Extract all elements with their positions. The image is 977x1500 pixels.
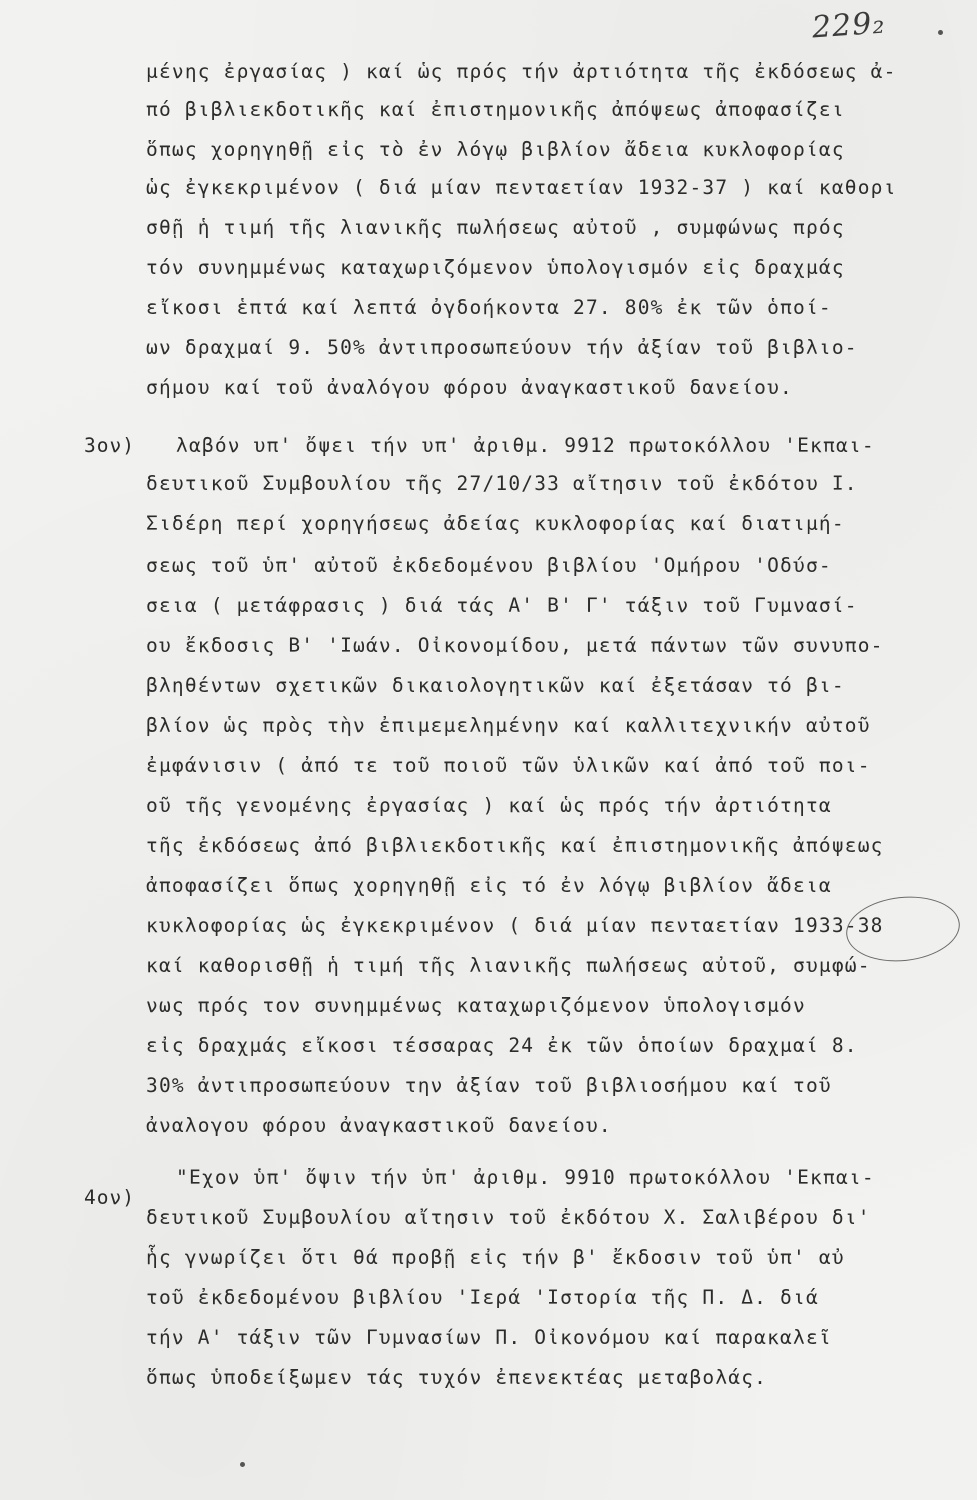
text-line-30: ἧς γνωρίζει ὅτι θά προβῇ εἰς τήν β' ἔκδοσιν τοῦ ὑπ' αὐ [146, 1246, 845, 1269]
text-line-13: σεως τοῦ ὑπ' αὐτοῦ ἐκδεδομένου βιβλίου 'Ομήρου 'Οδύσ- [146, 554, 832, 577]
text-line-6: τόν συνημμένως καταχωριζόμενον ὑπολογισμόν εἰς δραχμάς [146, 256, 845, 279]
section-number-4: 4ον) [84, 1186, 135, 1209]
text-line-26: 30% ἀντιπροσωπεύουν την ἀξίαν τοῦ βιβλιοσήμου καί τοῦ [146, 1074, 832, 1097]
text-line-21: ἀποφασίζει ὅπως χορηγηθῇ εἰς τό ἐν λόγῳ βιβλίον ἄδεια [146, 874, 832, 897]
text-line-12: Σιδέρη περί χορηγήσεως ἀδείας κυκλοφορίας καί διατιμή- [146, 512, 845, 535]
text-line-24: νως πρός τον συνημμένως καταχωριζόμενον ὑπολογισμόν [146, 994, 806, 1017]
text-line-15: ου ἔκδοσις Β' 'Ιωάν. Οἰκονομίδου, μετά πάντων τῶν συνυπο- [146, 634, 884, 657]
text-line-4: ὡς ἐγκεκριμένον ( διά μίαν πενταετίαν 1932-37 ) καί καθορι [146, 176, 897, 199]
text-line-28: "Εχον ὑπ' ὄψιν τήν ὑπ' ἀριθμ. 9910 πρωτοκόλλου 'Εκπαι- [176, 1166, 875, 1189]
text-line-27: ἀναλογου φόρου ἀναγκαστικοῦ δανείου. [146, 1114, 612, 1137]
text-line-18: ἐμφάνισιν ( ἀπό τε τοῦ ποιοῦ τῶν ὑλικῶν καί ἀπό τοῦ ποι- [146, 754, 871, 777]
text-line-25: εἰς δραχμάς εἴκοσι τέσσαρας 24 ἐκ τῶν ὁποίων δραχμαί 8. [146, 1034, 858, 1057]
text-line-29: δευτικοῦ Συμβουλίου αἴτησιν τοῦ ἐκδότου Χ. Σαλιβέρου δι' [146, 1206, 871, 1229]
text-line-2: πό βιβλιεκδοτικῆς καί ἐπιστημονικῆς ἀπόψεως ἀποφασίζει [146, 98, 845, 121]
text-line-17: βλίον ὡς πρὸς τὴν ἐπιμεμελημένην καί καλλιτεχνικήν αὐτοῦ [146, 714, 871, 737]
text-line-11: δευτικοῦ Συμβουλίου τῆς 27/10/33 αἴτησιν τοῦ ἐκδότου Ι. [146, 472, 858, 495]
text-line-5: σθῇ ἡ τιμή τῆς λιανικῆς πωλήσεως αὐτοῦ , συμφώνως πρός [146, 216, 845, 239]
ink-speck [240, 1462, 245, 1467]
text-line-9: σήμου καί τοῦ ἀναλόγου φόρου ἀναγκαστικοῦ δανείου. [146, 376, 793, 399]
text-line-16: βληθέντων σχετικῶν δικαιολογητικῶν καί ἐξετάσαν τό βι- [146, 674, 845, 697]
folio-number: 229₂ [810, 5, 887, 46]
text-line-22: κυκλοφορίας ὡς ἐγκεκριμένον ( διά μίαν πενταετίαν 1933-38 [146, 914, 884, 937]
text-line-31: τοῦ ἐκδεδομένου βιβλίου 'Ιερά 'Ιστορία τῆς Π. Δ. διά [146, 1286, 819, 1309]
text-line-19: οῦ τῆς γενομένης ἐργασίας ) καί ὡς πρός τήν ἀρτιότητα [146, 794, 832, 817]
text-line-7: εἴκοσι ἑπτά καί λεπτά ὀγδοήκοντα 27. 80% ἐκ τῶν ὁποί- [146, 296, 832, 319]
text-line-23: καί καθορισθῇ ἡ τιμή τῆς λιανικῆς πωλήσεως αὐτοῦ, συμφώ- [146, 954, 871, 977]
text-line-3: ὅπως χορηγηθῇ εἰς τὸ ἐν λόγῳ βιβλίον ἄδεια κυκλοφορίας [146, 138, 845, 161]
text-line-14: σεια ( μετάφρασις ) διά τάς Α' Β' Γ' τάξιν τοῦ Γυμνασί- [146, 594, 858, 617]
text-line-20: τῆς ἐκδόσεως ἀπό βιβλιεκδοτικῆς καί ἐπιστημονικῆς ἀπόψεως [146, 834, 884, 857]
text-line-32: τήν Α' τάξιν τῶν Γυμνασίων Π. Οἰκονόμου καί παρακαλεῖ [146, 1326, 832, 1349]
text-line-33: ὅπως ὑποδείξωμεν τάς τυχόν ἐπενεκτέας μεταβολάς. [146, 1366, 768, 1389]
text-line-1: μένης ἐργασίας ) καί ὡς πρός τήν ἀρτιότητα τῆς ἐκδόσεως ἀ- [146, 60, 897, 83]
section-number-3: 3ον) [84, 434, 135, 457]
text-line-8: ων δραχμαί 9. 50% ἀντιπροσωπεύουν τήν ἀξίαν τοῦ βιβλιο- [146, 336, 858, 359]
ink-speck [938, 30, 943, 35]
text-line-10: λαβόν υπ' ὄψει τήν υπ' ἀριθμ. 9912 πρωτοκόλλου 'Εκπαι- [176, 434, 875, 457]
